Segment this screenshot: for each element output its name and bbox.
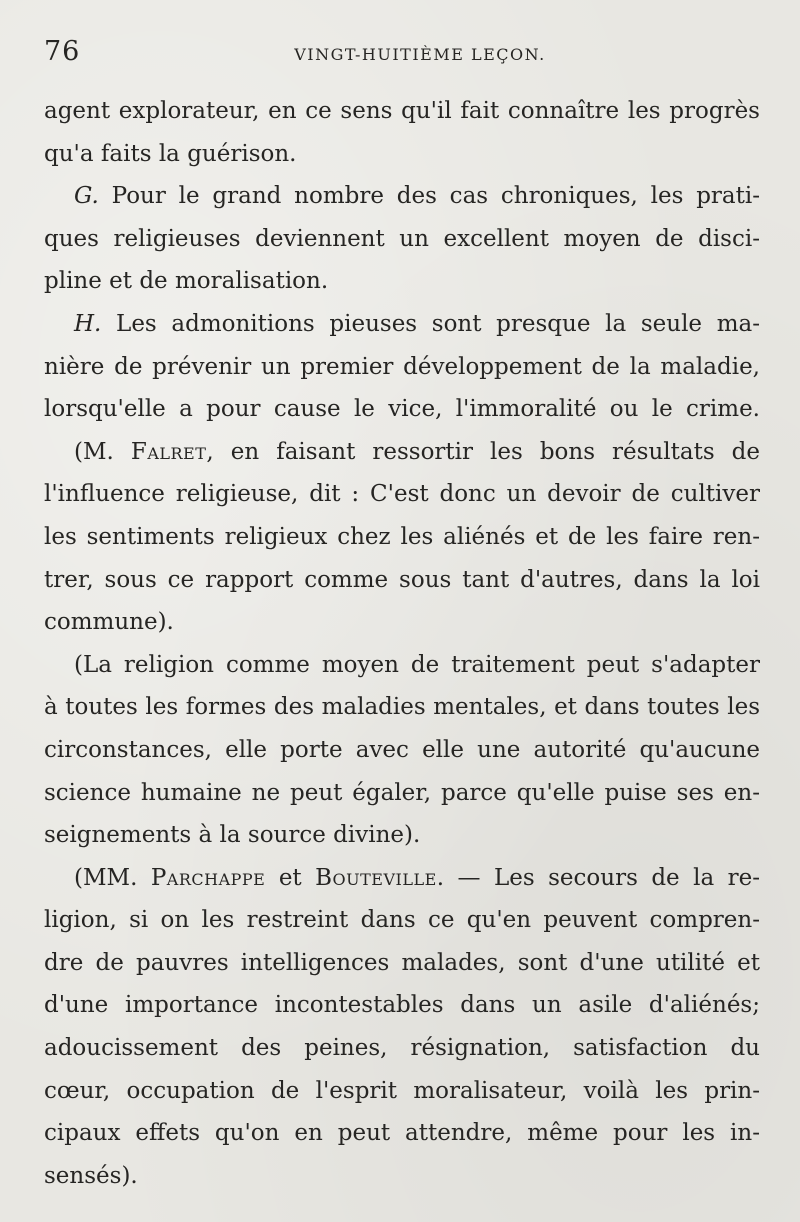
author-name: Falret: [130, 438, 207, 465]
text-line: lorsqu'elle a pour cause le vice, l'immoralité ou le crime.: [44, 396, 760, 423]
text-line: pline et de moralisation.: [44, 268, 329, 295]
text-line: à toutes les formes des maladies mentales, et dans toutes les: [44, 694, 760, 721]
text-line: trer, sous ce rapport comme sous tant d'autres, dans la loi: [44, 566, 760, 593]
text-line: l'influence religieuse, dit : C'est donc un devoir de cultiver: [44, 481, 760, 508]
author-name: Parchappe: [150, 864, 266, 891]
page-header: [44, 36, 756, 76]
text-line: ligion, si on les restreint dans ce qu'en peuvent compren-: [44, 907, 760, 934]
text-line: seignements à la source divine).: [44, 822, 421, 849]
text-line: (M. Falret, en faisant ressortir les bons résultats de: [74, 438, 760, 465]
text-line: science humaine ne peut égaler, parce qu'elle puise ses en-: [44, 779, 760, 806]
text-line: adoucissement des peines, résignation, satisfaction du: [44, 1035, 760, 1062]
text-line: les sentiments religieux chez les aliénés et de les faire ren-: [44, 523, 760, 550]
text-line: dre de pauvres intelligences malades, sont d'une utilité et: [44, 949, 760, 976]
running-title: VINGT-HUITIÈME LEÇON.: [294, 45, 546, 64]
text-line: sensés).: [44, 1162, 138, 1189]
text-line: nière de prévenir un premier développement de la maladie,: [44, 353, 760, 380]
author-name: Bouteville: [315, 864, 437, 891]
text-line: (MM. Parchappe et Bouteville. — Les secours de la re-: [74, 864, 760, 891]
text-line: H. Les admonitions pieuses sont presque la seule ma-: [74, 310, 760, 337]
body-text: [44, 90, 760, 1197]
text-line: (La religion comme moyen de traitement peut s'adapter: [74, 651, 760, 678]
text-line: circonstances, elle porte avec elle une autorité qu'aucune: [44, 736, 760, 763]
text-line: cipaux effets qu'on en peut attendre, même pour les in-: [44, 1120, 760, 1147]
text-line: G. Pour le grand nombre des cas chroniques, les prati-: [74, 183, 760, 210]
page-number: 76: [44, 36, 81, 67]
text-line: commune).: [44, 609, 174, 636]
text-line: d'une importance incontestables dans un asile d'aliénés;: [44, 992, 760, 1019]
text-line: cœur, occupation de l'esprit moralisateur, voilà les prin-: [44, 1077, 760, 1104]
text-line: agent explorateur, en ce sens qu'il fait connaître les progrès: [44, 98, 760, 124]
text-line: qu'a faits la guérison.: [44, 140, 297, 167]
text-line: ques religieuses deviennent un excellent moyen de disci-: [44, 225, 760, 252]
